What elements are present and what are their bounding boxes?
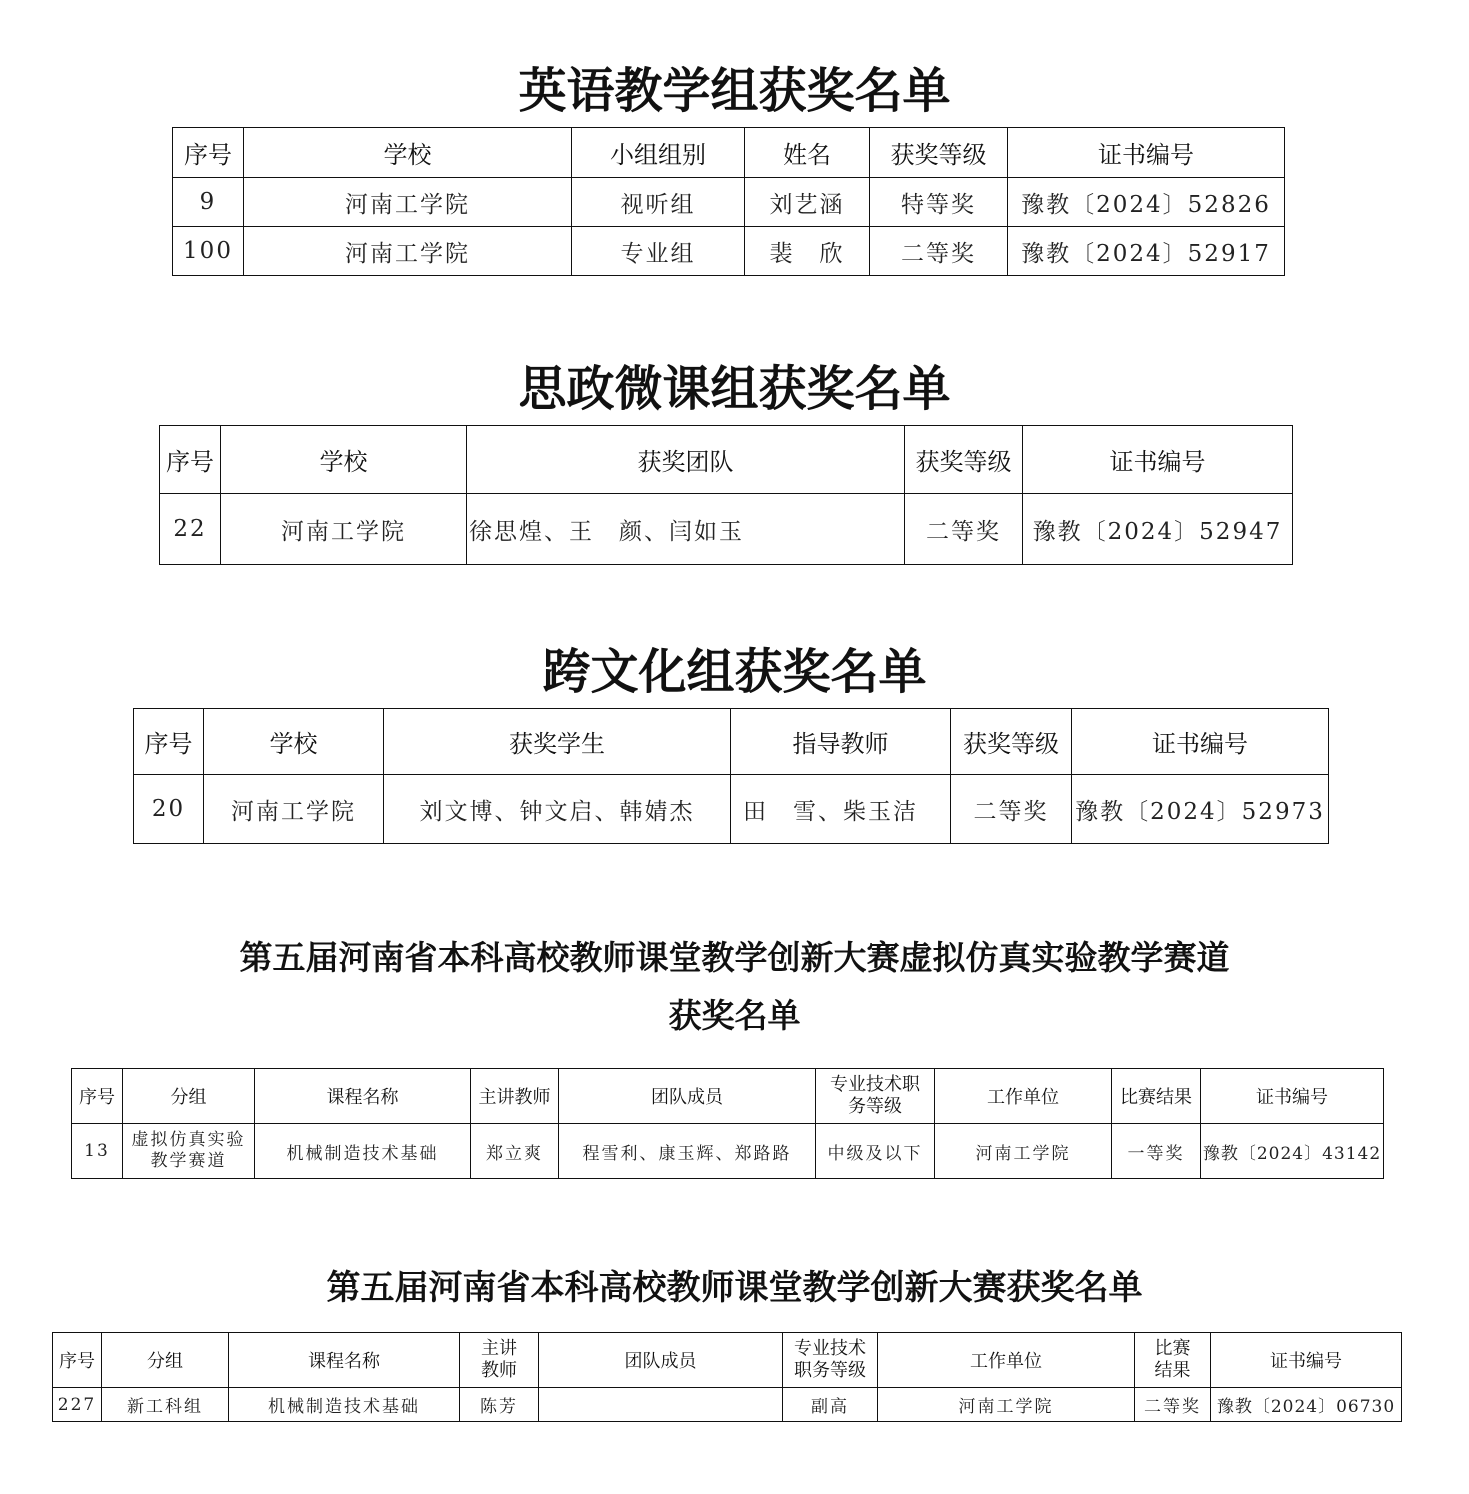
sizheng-table	[159, 425, 1293, 565]
header-cell: 团队成员	[559, 1069, 816, 1124]
header-cell: 课程名称	[229, 1333, 460, 1388]
table-row	[134, 775, 1329, 844]
header-cell: 课程名称	[255, 1069, 471, 1124]
table-cell: 河南工学院	[244, 178, 572, 227]
header-cell: 学校	[244, 128, 572, 178]
header-cell: 获奖等级	[905, 426, 1023, 494]
header-cell: 指导教师	[731, 709, 951, 775]
header-cell: 证书编号	[1023, 426, 1293, 494]
table-cell: 程雪利、康玉辉、郑路路	[559, 1124, 816, 1179]
header-cell: 分组	[102, 1333, 229, 1388]
table-header-row	[173, 128, 1285, 178]
header-cell: 序号	[173, 128, 244, 178]
table-cell: 特等奖	[870, 178, 1008, 227]
table-cell: 豫教〔2024〕06730	[1211, 1388, 1402, 1422]
table-header-row	[160, 426, 1293, 494]
header-cell: 证书编号	[1211, 1333, 1402, 1388]
crossculture-table	[133, 708, 1329, 844]
table-cell: 二等奖	[951, 775, 1072, 844]
table-cell: 裴 欣	[745, 227, 870, 276]
table-cell: 刘艺涵	[745, 178, 870, 227]
table-cell: 陈芳	[460, 1388, 539, 1422]
header-cell: 序号	[53, 1333, 102, 1388]
table-cell	[539, 1388, 783, 1422]
table-cell: 田 雪、柴玉洁	[731, 775, 951, 844]
table-row	[173, 178, 1285, 227]
table-cell: 河南工学院	[935, 1124, 1112, 1179]
table-cell: 副高	[783, 1388, 878, 1422]
table-cell: 刘文博、钟文启、韩婧杰	[384, 775, 731, 844]
header-cell: 专业技术职务等级	[816, 1069, 935, 1124]
innovation-title: 第五届河南省本科高校教师课堂教学创新大赛获奖名单	[326, 1268, 1143, 1308]
virtual-table	[71, 1068, 1384, 1179]
table-cell: 河南工学院	[878, 1388, 1135, 1422]
header-cell: 证书编号	[1072, 709, 1329, 775]
table-row	[173, 227, 1285, 276]
table-header-row	[72, 1069, 1384, 1124]
table-cell: 新工科组	[102, 1388, 229, 1422]
table-cell: 虚拟仿真实验教学赛道	[123, 1124, 255, 1179]
table-cell: 中级及以下	[816, 1124, 935, 1179]
table-cell: 豫教〔2024〕52917	[1008, 227, 1285, 276]
table-cell: 豫教〔2024〕43142	[1201, 1124, 1384, 1179]
header-cell: 姓名	[745, 128, 870, 178]
table-cell: 专业组	[572, 227, 745, 276]
english-title: 英语教学组获奖名单	[518, 63, 951, 119]
virtual-title-line2: 获奖名单	[668, 996, 801, 1035]
header-cell: 序号	[160, 426, 221, 494]
header-cell: 获奖等级	[951, 709, 1072, 775]
header-cell: 分组	[123, 1069, 255, 1124]
table-cell: 13	[72, 1124, 123, 1179]
header-cell: 获奖学生	[384, 709, 731, 775]
table-cell: 豫教〔2024〕52973	[1072, 775, 1329, 844]
table-cell: 100	[173, 227, 244, 276]
table-cell: 9	[173, 178, 244, 227]
table-cell: 二等奖	[870, 227, 1008, 276]
header-cell: 序号	[134, 709, 204, 775]
table-cell: 河南工学院	[204, 775, 384, 844]
table-cell: 河南工学院	[244, 227, 572, 276]
table-row	[160, 494, 1293, 565]
table-row	[53, 1388, 1402, 1422]
header-cell: 比赛结果	[1135, 1333, 1211, 1388]
table-cell: 视听组	[572, 178, 745, 227]
table-cell: 二等奖	[1135, 1388, 1211, 1422]
header-cell: 团队成员	[539, 1333, 783, 1388]
table-header-row	[53, 1333, 1402, 1388]
sizheng-title: 思政微课组获奖名单	[518, 361, 951, 417]
header-cell: 专业技术职务等级	[783, 1333, 878, 1388]
table-cell: 22	[160, 494, 221, 565]
english-table	[172, 127, 1285, 276]
table-cell: 机械制造技术基础	[229, 1388, 460, 1422]
table-cell: 郑立爽	[471, 1124, 559, 1179]
header-cell: 工作单位	[935, 1069, 1112, 1124]
header-cell: 小组组别	[572, 128, 745, 178]
header-cell: 证书编号	[1008, 128, 1285, 178]
table-cell: 机械制造技术基础	[255, 1124, 471, 1179]
innovation-table	[52, 1332, 1402, 1422]
header-cell: 证书编号	[1201, 1069, 1384, 1124]
header-cell: 主讲教师	[471, 1069, 559, 1124]
table-cell: 豫教〔2024〕52947	[1023, 494, 1293, 565]
header-cell: 获奖等级	[870, 128, 1008, 178]
table-cell: 20	[134, 775, 204, 844]
table-cell: 227	[53, 1388, 102, 1422]
table-row	[72, 1124, 1384, 1179]
table-header-row	[134, 709, 1329, 775]
table-cell: 二等奖	[905, 494, 1023, 565]
header-cell: 序号	[72, 1069, 123, 1124]
virtual-title-line1: 第五届河南省本科高校教师课堂教学创新大赛虚拟仿真实验教学赛道	[239, 938, 1230, 977]
header-cell: 获奖团队	[467, 426, 905, 494]
header-cell: 主讲教师	[460, 1333, 539, 1388]
header-cell: 工作单位	[878, 1333, 1135, 1388]
header-cell: 比赛结果	[1112, 1069, 1201, 1124]
table-cell: 徐思煌、王 颜、闫如玉	[467, 494, 905, 565]
table-cell: 一等奖	[1112, 1124, 1201, 1179]
table-cell: 豫教〔2024〕52826	[1008, 178, 1285, 227]
table-cell: 河南工学院	[221, 494, 467, 565]
header-cell: 学校	[204, 709, 384, 775]
crossculture-title: 跨文化组获奖名单	[542, 644, 927, 700]
header-cell: 学校	[221, 426, 467, 494]
